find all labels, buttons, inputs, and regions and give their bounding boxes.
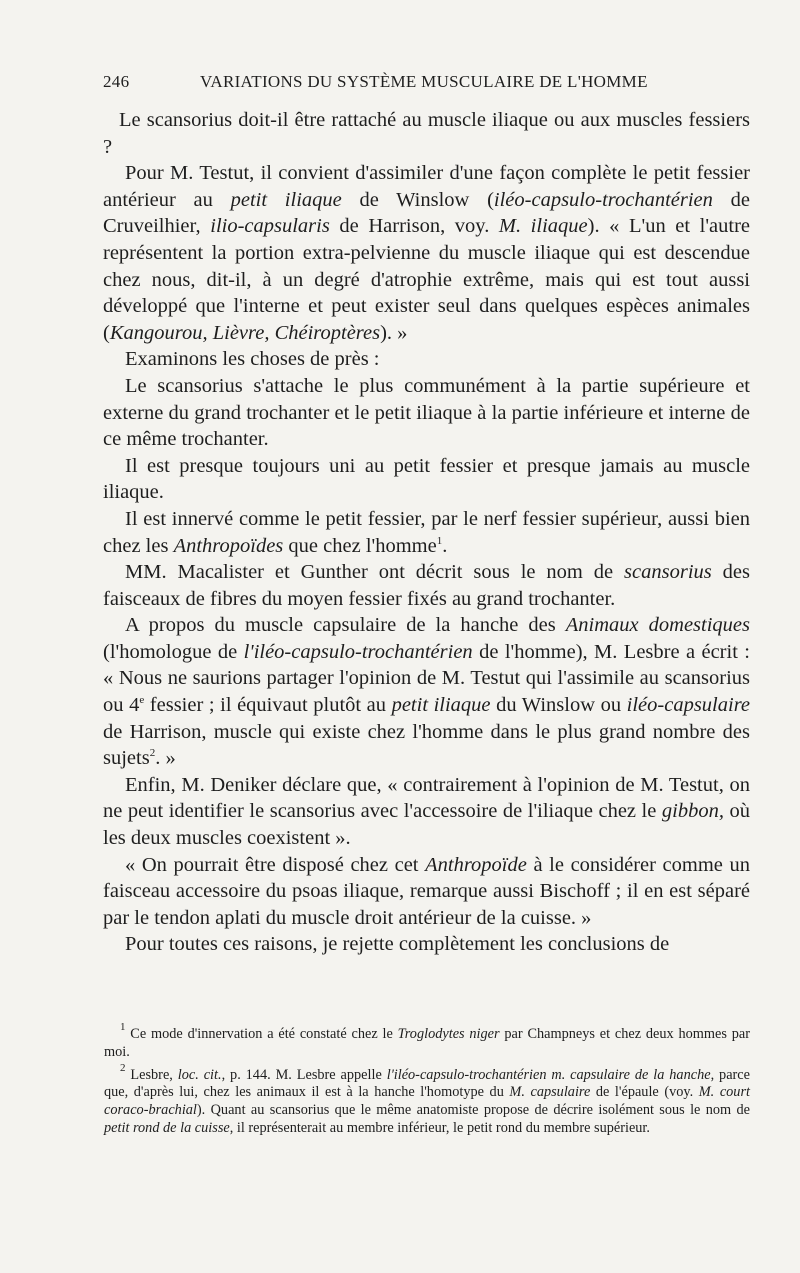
text-run: fessier ; il équivaut plutôt au	[144, 694, 392, 717]
italic-run: petit rond de la cuisse	[104, 1119, 230, 1136]
paragraph-1: Le scansorius doit-il être rattaché au muscle iliaque ou aux muscles fessiers ?	[103, 109, 750, 158]
italic-run: gibbon,	[661, 800, 724, 823]
text-run: de Winslow (	[341, 188, 494, 211]
italic-run: ilio-capsularis	[210, 215, 330, 238]
text-run: Lesbre,	[125, 1066, 178, 1083]
italic-run: Kangourou, Lièvre, Chéiroptères	[109, 321, 381, 344]
text-run: Il est innervé comme le petit fessier, par le nerf fessier supérieur, aussi bien chez les	[103, 507, 750, 557]
italic-run: iléo-capsulaire	[626, 694, 751, 717]
footnotes	[104, 1021, 750, 1143]
italic-run: Troglodytes niger	[397, 1026, 500, 1042]
italic-run: Anthropoïde	[425, 853, 527, 876]
italic-run: M. capsulaire	[509, 1084, 591, 1101]
text-run: par Champneys et chez deux hommes par moi.	[104, 1026, 750, 1060]
text-run: Ce mode d'innervation a été constaté chez le	[125, 1026, 398, 1042]
ordinal-superscript: e	[139, 694, 145, 707]
paragraph-6	[103, 506, 750, 559]
text-run: MM. Macalister et Gunther ont décrit sous le nom de	[125, 561, 625, 584]
italic-run: iléo-capsulo-trochantérien	[493, 188, 713, 211]
text-run: que chez l'homme	[283, 534, 437, 557]
italic-run: petit iliaque	[391, 694, 491, 717]
italic-run: M. iliaque	[498, 215, 588, 238]
text-run: A propos du muscle capsulaire de la hanche des	[125, 614, 566, 637]
main-text	[103, 107, 750, 958]
italic-run: Anthropoïdes	[173, 534, 284, 557]
paragraph-9	[103, 772, 750, 852]
text-run: . »	[155, 747, 176, 770]
text-run: « On pourrait être disposé chez cet	[125, 853, 426, 876]
text-run: de Harrison, muscle qui existe chez l'homme dans le plus grand nombre des sujets	[103, 720, 750, 770]
paragraph-11: Pour toutes ces raisons, je rejette complètement les conclusions de	[125, 933, 670, 956]
text-run: de Harrison, voy.	[329, 215, 499, 238]
footnote-mark: 1	[120, 1021, 126, 1033]
paragraph-10	[103, 852, 750, 932]
italic-run: M. court coraco-brachial	[104, 1084, 750, 1119]
footnote-mark: 2	[120, 1061, 126, 1074]
running-title: VARIATIONS DU SYSTÈME MUSCULAIRE DE L'HOMME	[200, 72, 648, 91]
text-run: ). « L'un et l'autre représentent la portion extra-pelvienne du muscle iliaque qui est descendue chez nous, dit-il, à un degré d'atrophie extrême, mais qui est tout aussi développé que l'interne et peut exister seul dans quelques espèces animales (	[103, 215, 751, 344]
text-run: (l'homologue de	[103, 640, 244, 663]
text-run: de Cruveilhier,	[103, 188, 750, 238]
text-run: à le considérer comme un faisceau accessoire du psoas iliaque, remarque aussi Bischoff ; il en est séparé par le tendon aplati du muscle droit antérieur de la cuisse. »	[103, 853, 751, 929]
paragraph-8	[103, 612, 750, 772]
page-number: 246	[103, 72, 130, 91]
text-run: de l'homme), M. Lesbre a écrit : « Nous ne saurions partager l'opinion de M. Testut qui l'assimile au scansorius ou 4	[103, 640, 750, 717]
text-run: ). Quant au scansorius que le même anatomiste propose de décrire isolément sous le nom de	[196, 1102, 750, 1119]
footnote-2	[104, 1061, 750, 1138]
text-run: , p. 144. M. Lesbre appelle	[221, 1066, 387, 1083]
text-run: où les deux muscles coexistent ».	[103, 800, 751, 850]
footnote-1	[104, 1021, 750, 1062]
text-run: ). »	[380, 321, 408, 344]
text-run: Pour M. Testut, il convient d'assimiler d'une façon complète le petit fessier antérieur au	[103, 162, 750, 211]
text-run: des faisceaux de fibres du moyen fessier fixés au grand trochanter.	[103, 561, 750, 610]
italic-run: l'iléo-capsulo-trochantérien	[243, 640, 473, 663]
paragraph-3: Examinons les choses de près :	[125, 348, 380, 371]
footnote-ref-2: 2	[149, 747, 156, 760]
italic-run: petit iliaque	[230, 188, 342, 211]
text-run: de l'épaule (voy.	[590, 1084, 699, 1101]
italic-run: l'iléo-capsulo-trochantérien m. capsulaire de la hanche	[386, 1066, 711, 1083]
paragraph-7	[103, 559, 750, 612]
text-run: du Winslow ou	[490, 694, 627, 717]
footnote-ref-1: 1	[436, 534, 443, 547]
paragraph-5: Il est presque toujours uni au petit fessier et presque jamais au muscle iliaque.	[103, 454, 750, 504]
text-run: , parce que, d'après lui, chez les animaux il est à la hanche l'homotype du	[104, 1066, 750, 1101]
italic-run: Animaux domestiques	[565, 614, 750, 637]
italic-run: scansorius	[624, 561, 712, 584]
text-run: , il représenterait au membre inférieur, le petit rond du membre supérieur.	[229, 1119, 650, 1136]
text-run: .	[442, 534, 448, 557]
italic-run: loc. cit.	[177, 1066, 222, 1083]
text-run: Enfin, M. Deniker déclare que, « contrairement à l'opinion de M. Testut, on ne peut identifier le scansorius avec l'accessoire de l'iliaque chez le	[103, 773, 750, 823]
paragraph-4: Le scansorius s'attache le plus communément à la partie supérieure et externe du grand trochanter et le petit iliaque à la partie inférieure et interne de ce même trochanter.	[103, 374, 750, 451]
paragraph-2	[103, 160, 750, 346]
